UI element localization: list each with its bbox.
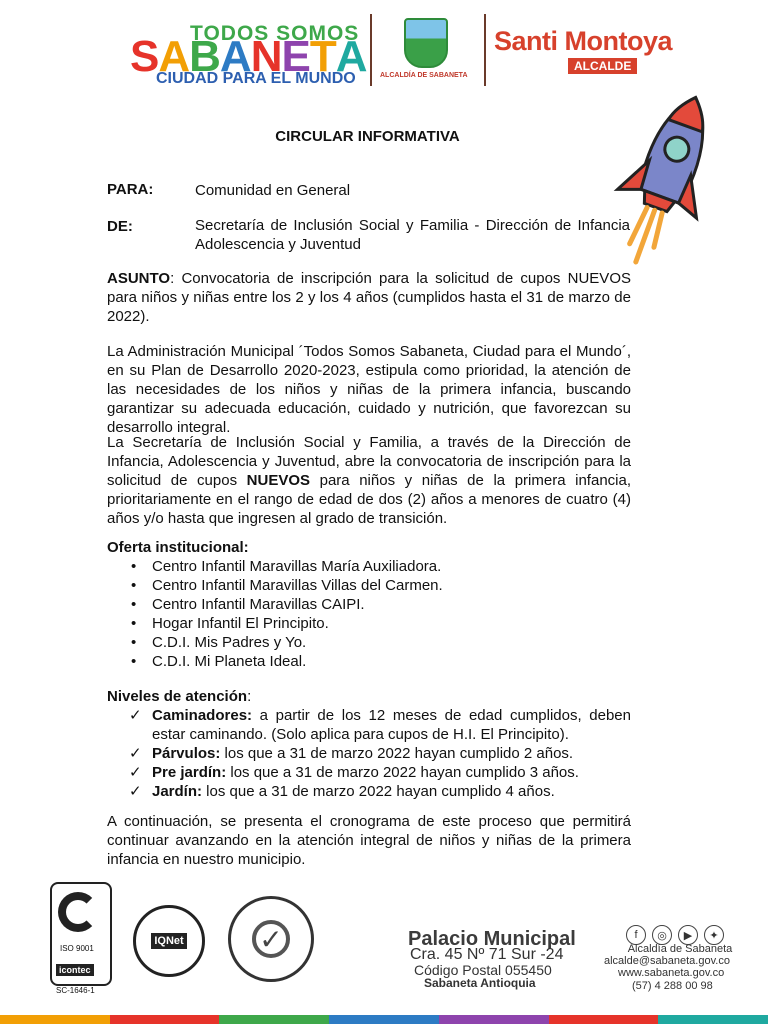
asunto-label: ASUNTO bbox=[107, 270, 171, 287]
nivel-name: Caminadores: bbox=[152, 707, 253, 724]
logo-letter: A bbox=[219, 32, 251, 81]
city-label: Sabaneta Antioquia bbox=[424, 976, 536, 990]
contact-name: Alcaldía de Sabaneta bbox=[627, 943, 733, 955]
color-bar-segment bbox=[439, 1015, 549, 1024]
contact-website[interactable]: www.sabaneta.gov.co bbox=[618, 967, 725, 979]
oferta-item: • Centro Infantil Maravillas CAIPI. bbox=[107, 595, 631, 614]
oferta-list bbox=[107, 557, 631, 671]
oferta-title: Oferta institucional: bbox=[107, 539, 249, 556]
oferta-list-container bbox=[107, 557, 631, 671]
mayor-role-badge: ALCALDE bbox=[568, 58, 637, 74]
nivel-item bbox=[107, 763, 631, 782]
convocatoria-text-b: para niños y niñas de la primera infancia, prioritariamente en el rango de edad de dos (2) años a menores de cuatro (4) años y/o hasta que ingresen al grado de transición. bbox=[107, 472, 631, 527]
color-bar-segment bbox=[329, 1015, 439, 1024]
niveles-heading bbox=[107, 687, 631, 706]
contact-email[interactable]: alcalde@sabaneta.gov.co bbox=[604, 955, 730, 967]
oferta-item: • Centro Infantil Maravillas María Auxiliadora. bbox=[107, 557, 631, 576]
checkmark-icon: ✓ bbox=[129, 764, 142, 781]
youtube-icon[interactable]: ▶ bbox=[678, 925, 698, 945]
convocatoria-nuevos: NUEVOS bbox=[246, 472, 311, 489]
logo-letter: A bbox=[158, 32, 190, 81]
nivel-item bbox=[107, 706, 631, 744]
nivel-name: Párvulos: bbox=[152, 745, 221, 762]
icontec-brand: icontec bbox=[56, 964, 94, 976]
logo-tagline-bottom: CIUDAD PARA EL MUNDO bbox=[156, 70, 356, 87]
header-divider bbox=[370, 14, 372, 86]
certificate-code: SC-1646-1 bbox=[56, 986, 95, 995]
nivel-name: Pre jardín: bbox=[152, 764, 227, 781]
footer-color-bar bbox=[0, 1015, 768, 1024]
logo-letter: B bbox=[189, 32, 220, 81]
oferta-item: • Centro Infantil Maravillas Villas del Carmen. bbox=[107, 576, 631, 595]
para-label: PARA: bbox=[107, 181, 154, 198]
alcaldia-label: ALCALDÍA DE SABANETA bbox=[380, 72, 468, 79]
oferta-item: • Hogar Infantil El Principito. bbox=[107, 614, 631, 633]
checkmark-icon: ✓ bbox=[129, 707, 142, 724]
oferta-item: • C.D.I. Mis Padres y Yo. bbox=[107, 633, 631, 652]
para-value: Comunidad en General bbox=[195, 182, 351, 199]
color-bar-segment bbox=[219, 1015, 329, 1024]
intro-paragraph: La Administración Municipal ´Todos Somos Sabaneta, Ciudad para el Mundo´, en su Plan de Desarrollo 2020-2023, estipula como prioridad, la atención de las necesidades de los niños y niñas de la primera infancia, buscando garantizar su adecuada educación, cuidado y nutrición, que favorezcan su desarrollo integral. bbox=[107, 343, 631, 436]
logo-letter: S bbox=[130, 32, 159, 81]
logo-letter: T bbox=[309, 32, 336, 81]
nivel-name: Jardín: bbox=[152, 783, 203, 800]
color-bar-segment bbox=[0, 1015, 110, 1024]
logo-letter: N bbox=[250, 32, 282, 81]
contact-phone: (57) 4 288 00 98 bbox=[632, 980, 713, 992]
nivel-item bbox=[107, 744, 631, 763]
color-bar-segment bbox=[549, 1015, 659, 1024]
convocatoria-paragraph bbox=[107, 433, 631, 528]
niveles-title: Niveles de atención bbox=[107, 688, 248, 705]
icontec-c-icon bbox=[58, 892, 98, 932]
header-divider bbox=[484, 14, 486, 86]
asunto-paragraph bbox=[107, 269, 631, 326]
nivel-text: los que a 31 de marzo 2022 hayan cumplido 4 años. bbox=[202, 783, 555, 800]
twitter-icon[interactable]: ✦ bbox=[704, 925, 724, 945]
convocatoria-text-a: La Secretaría de Inclusión Social y Familia, a través de la Dirección de Infancia, Adolescencia y Juventud, abre la convocatoria de inscripción para la solicitud de cupos bbox=[107, 434, 631, 489]
checkmark-icon: ✓ bbox=[252, 920, 290, 958]
niveles-list bbox=[107, 706, 631, 801]
checkmark-icon: ✓ bbox=[129, 745, 142, 762]
iqnet-label: IQNet bbox=[151, 933, 186, 949]
municipal-shield-icon bbox=[404, 18, 448, 68]
nivel-text: a partir de los 12 meses de edad cumplidos, deben estar caminando. (Solo aplica para cupos de H.I. El Principito). bbox=[152, 707, 631, 743]
de-value: Secretaría de Inclusión Social y Familia - Dirección de Infancia Adolescencia y Juventud bbox=[195, 217, 630, 253]
closing-paragraph: A continuación, se presenta el cronograma de este proceso que permitirá continuar avanzando en la atención integral de niños y niñas de la primera infancia en nuestro municipio. bbox=[107, 813, 631, 868]
logo-letter: A bbox=[335, 32, 367, 81]
nivel-item bbox=[107, 782, 631, 801]
instagram-icon[interactable]: ◎ bbox=[652, 925, 672, 945]
niveles-list-container bbox=[107, 706, 631, 801]
logo-tagline-top: TODOS SOMOS bbox=[190, 22, 360, 45]
postal-code: Código Postal 055450 bbox=[414, 962, 552, 978]
checkmark-icon: ✓ bbox=[129, 783, 142, 800]
iqnet-seal bbox=[133, 905, 205, 977]
facebook-icon[interactable]: f bbox=[626, 925, 646, 945]
color-bar-segment bbox=[110, 1015, 220, 1024]
palacio-address: Cra. 45 Nº 71 Sur -24 bbox=[410, 946, 564, 963]
logo-letter: E bbox=[281, 32, 310, 81]
certified-seal bbox=[228, 896, 314, 982]
iso-label: ISO 9001 bbox=[60, 944, 94, 953]
document-title: CIRCULAR INFORMATIVA bbox=[275, 128, 460, 145]
color-bar-segment bbox=[658, 1015, 768, 1024]
palacio-title: Palacio Municipal bbox=[408, 928, 576, 950]
de-label: DE: bbox=[107, 218, 133, 235]
nivel-text: los que a 31 de marzo 2022 hayan cumplido 2 años. bbox=[220, 745, 574, 762]
niveles-colon: : bbox=[247, 688, 252, 705]
nivel-text: los que a 31 de marzo 2022 hayan cumplido 3 años. bbox=[226, 764, 579, 781]
oferta-item: • C.D.I. Mi Planeta Ideal. bbox=[107, 652, 631, 671]
asunto-text: : Convocatoria de inscripción para la solicitud de cupos NUEVOS para niños y niñas entre los 2 y los 4 años (cumplidos hasta el 31 de marzo de 2022). bbox=[107, 270, 631, 325]
mayor-name: Santi Montoya bbox=[494, 26, 673, 56]
